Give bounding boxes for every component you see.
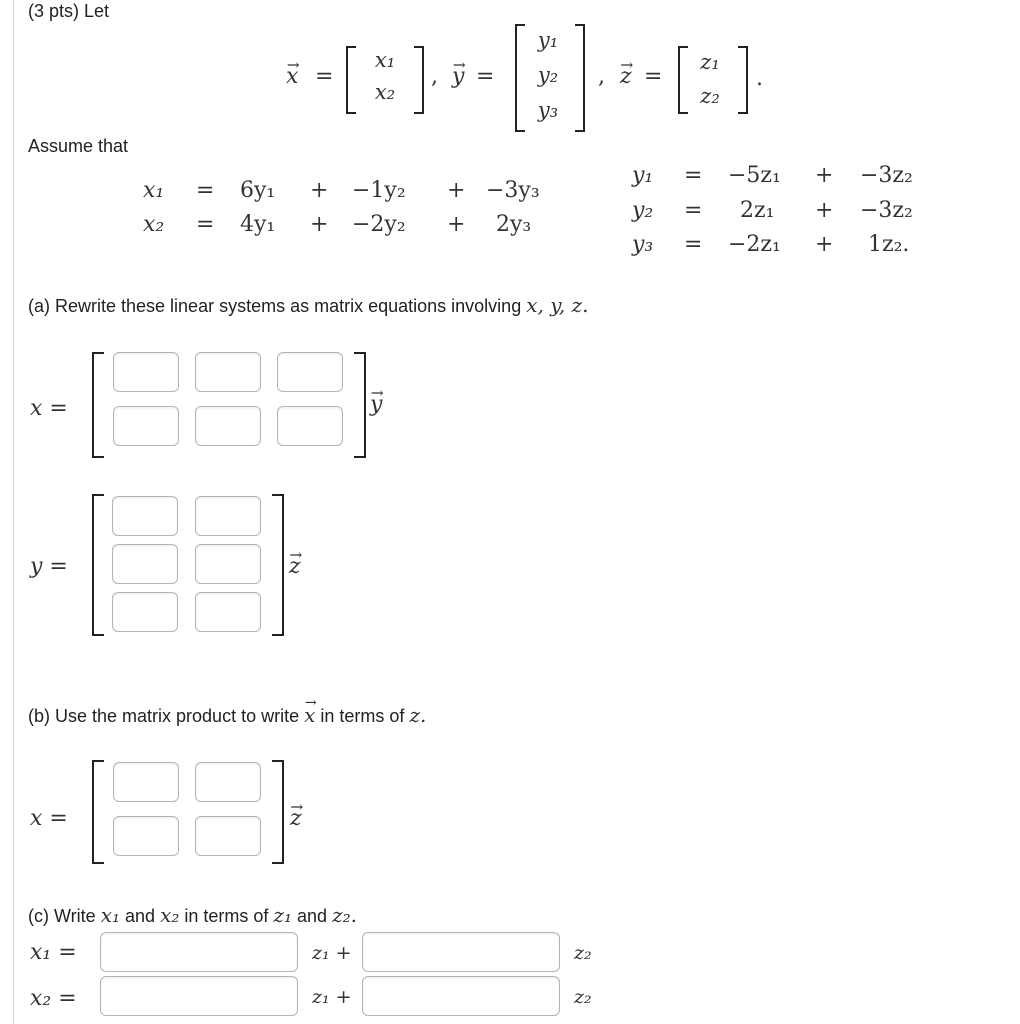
bracket-left [92,352,104,458]
eq-sign: = [196,178,215,203]
lhs: y₃ [632,232,654,257]
term: −3y₃ [486,178,540,203]
row-lhs: x₂ = [30,986,77,1011]
matrix-rhs: → y [370,392,382,417]
term: −5z₁ [728,163,781,188]
term: −3z₂ [860,163,913,188]
row-lhs: x₁ = [30,940,77,965]
part-b-prompt: (b) Use the matrix product to write → x in terms of z. [28,703,426,727]
y-entry-1: y₁ [537,28,559,52]
term: 6y₁ [240,178,276,203]
lhs: x₁ [143,178,165,203]
term: −2y₂ [352,212,406,237]
plus: + [447,178,466,203]
comma: , [431,64,438,89]
lhs: y₁ [632,163,654,188]
answer-box-a2-r3c1[interactable] [112,592,178,632]
answer-box-a2-r2c2[interactable] [195,544,261,584]
term: −1y₂ [352,178,406,203]
x-entry-1: x₁ [374,48,396,72]
term: 4y₁ [240,212,276,237]
part-a-prompt: (a) Rewrite these linear systems as matrix equations involving x, y, z. [28,293,589,317]
bracket-right [272,760,284,864]
y-vector-label: → y [452,64,464,89]
answer-box-a1-r2c2[interactable] [195,406,261,446]
term: 1z₂. [868,232,910,257]
lhs: x₂ [143,212,165,237]
z1-plus-label: z₁ + [312,942,352,964]
term: −3z₂ [860,198,913,223]
matrix-rhs: → z [289,554,301,579]
bracket-left [92,494,104,636]
bracket-left [92,760,104,864]
answer-box-a1-r2c1[interactable] [113,406,179,446]
plus: + [815,198,834,223]
assume-text: Assume that [28,136,129,156]
answer-box-a1-r1c3[interactable] [277,352,343,392]
z2-label: z₂ [574,942,592,964]
bracket-left [346,46,356,114]
eq-sign: = [684,198,703,223]
equals-sign: = [315,64,334,89]
equals-sign: = [476,64,495,89]
z-entry-1: z₁ [700,50,720,74]
bracket-left [678,46,688,114]
answer-box-a1-r1c2[interactable] [195,352,261,392]
z-entry-2: z₂ [700,84,720,108]
answer-box-b-r1c2[interactable] [195,762,261,802]
matrix-lhs: y = [30,554,68,579]
plus: + [815,232,834,257]
x-vector-label: → x [286,64,298,89]
question-header: (3 pts) Let [28,1,110,21]
plus: + [447,212,466,237]
matrix-lhs: x = [30,806,68,831]
matrix-rhs: → z [290,806,302,831]
plus: + [310,178,329,203]
answer-input-c-x2-z1[interactable] [100,976,298,1016]
z-vector-label: → z [620,64,632,89]
z2-label: z₂ [574,986,592,1008]
bracket-right [354,352,366,458]
answer-input-c-x1-z1[interactable] [100,932,298,972]
answer-box-a2-r3c2[interactable] [195,592,261,632]
plus: + [310,212,329,237]
answer-box-a2-r1c1[interactable] [112,496,178,536]
term: 2y₃ [496,212,532,237]
answer-box-b-r1c1[interactable] [113,762,179,802]
comma: , [598,64,605,89]
bracket-right [414,46,424,114]
answer-input-c-x1-z2[interactable] [362,932,560,972]
answer-box-b-r2c2[interactable] [195,816,261,856]
answer-box-a1-r2c3[interactable] [277,406,343,446]
y-entry-2: y₂ [537,63,559,87]
answer-box-a2-r1c2[interactable] [195,496,261,536]
answer-box-b-r2c1[interactable] [113,816,179,856]
eq-sign: = [684,232,703,257]
x-entry-2: x₂ [374,80,396,104]
period: . [756,66,763,91]
matrix-lhs: x = [30,396,68,421]
equals-sign: = [644,64,663,89]
z1-plus-label: z₁ + [312,986,352,1008]
bracket-right [575,24,585,132]
lhs: y₂ [632,198,654,223]
bracket-right [272,494,284,636]
bracket-right [738,46,748,114]
eq-sign: = [196,212,215,237]
term: −2z₁ [728,232,781,257]
term: 2z₁ [740,198,775,223]
part-c-prompt: (c) Write x₁ and x₂ in terms of z₁ and z₂. [28,903,357,927]
plus: + [815,163,834,188]
answer-box-a2-r2c1[interactable] [112,544,178,584]
part-a-vars: x, y, z. [526,293,589,317]
answer-box-a1-r1c1[interactable] [113,352,179,392]
answer-input-c-x2-z2[interactable] [362,976,560,1016]
eq-sign: = [684,163,703,188]
y-entry-3: y₃ [537,98,559,122]
